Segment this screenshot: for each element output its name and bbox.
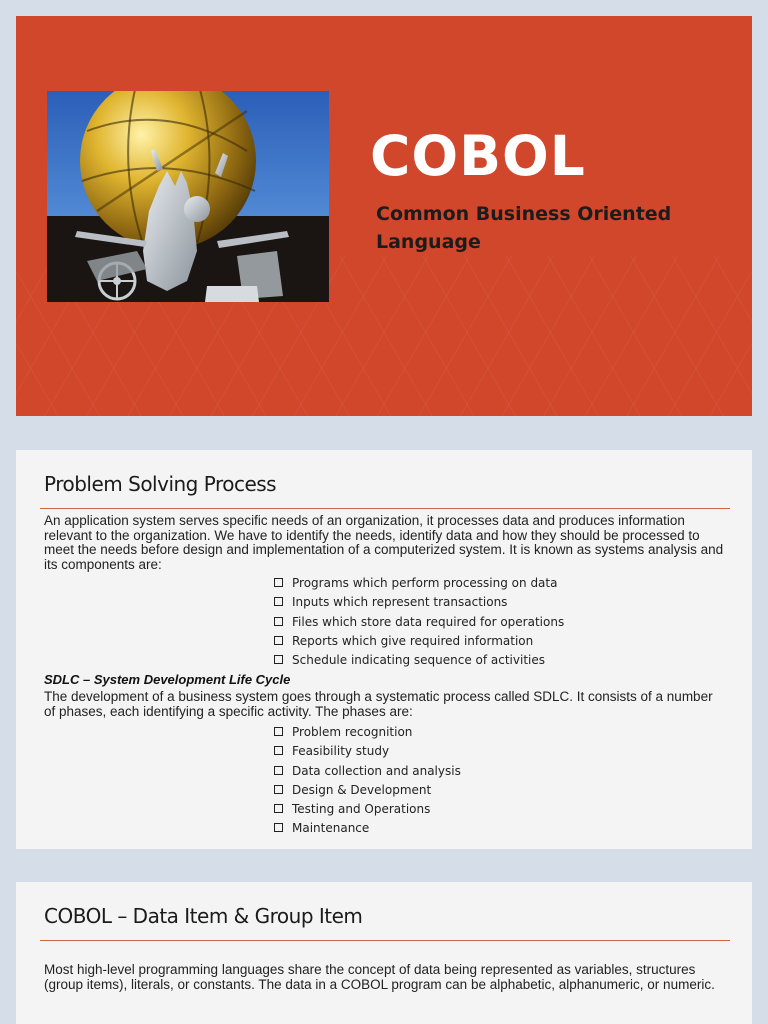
data-item-slide bbox=[16, 882, 752, 1024]
checkbox-bullet-icon bbox=[274, 766, 283, 775]
atlas-globe-image bbox=[47, 91, 329, 302]
checkbox-bullet-icon bbox=[274, 636, 283, 645]
slide-heading: COBOL – Data Item & Group Item bbox=[44, 904, 363, 928]
intro-paragraph: An application system serves specific needs of an organization, it processes data and produces information relevant to the organization. We have to identify the needs, identify data and how they should be processed to meet the needs before design and implementation of a computerized system. It is known as systems analysis and its components are: bbox=[44, 513, 724, 572]
heading-divider bbox=[40, 940, 730, 941]
slide-subtitle: Common Business Oriented Language bbox=[376, 203, 672, 253]
checkbox-bullet-icon bbox=[274, 578, 283, 587]
problem-solving-slide bbox=[16, 450, 752, 849]
sdlc-paragraph: The development of a business system goes through a systematic process called SDLC. It consists of a number of phases, each identifying a specific activity. The phases are: bbox=[44, 689, 713, 719]
data-paragraph: Most high-level programming languages share the concept of data being represented as variables, structures (group items), literals, or constants. The data in a COBOL program can be alphabetic, alphanumeric, or numeric. bbox=[44, 962, 715, 992]
list-item: Problem recognition bbox=[274, 723, 461, 742]
list-item: Programs which perform processing on data bbox=[274, 574, 564, 593]
checkbox-bullet-icon bbox=[274, 617, 283, 626]
list-item: Data collection and analysis bbox=[274, 762, 461, 781]
checkbox-bullet-icon bbox=[274, 746, 283, 755]
checkbox-bullet-icon bbox=[274, 727, 283, 736]
list-item: Files which store data required for operations bbox=[274, 613, 564, 632]
components-list bbox=[274, 574, 564, 670]
list-item: Design & Development bbox=[274, 781, 461, 800]
checkbox-bullet-icon bbox=[274, 804, 283, 813]
slide-heading: Problem Solving Process bbox=[44, 472, 277, 496]
heading-divider bbox=[40, 508, 730, 509]
slide-title: COBOL bbox=[370, 124, 586, 188]
list-item: Feasibility study bbox=[274, 742, 461, 761]
checkbox-bullet-icon bbox=[274, 785, 283, 794]
list-item: Inputs which represent transactions bbox=[274, 593, 564, 612]
list-item: Maintenance bbox=[274, 819, 461, 838]
sdlc-heading: SDLC – System Development Life Cycle bbox=[44, 672, 291, 687]
list-item: Reports which give required information bbox=[274, 632, 564, 651]
list-item: Testing and Operations bbox=[274, 800, 461, 819]
checkbox-bullet-icon bbox=[274, 655, 283, 664]
phases-list bbox=[274, 723, 461, 839]
checkbox-bullet-icon bbox=[274, 597, 283, 606]
checkbox-bullet-icon bbox=[274, 823, 283, 832]
list-item: Schedule indicating sequence of activities bbox=[274, 651, 564, 670]
title-slide bbox=[16, 16, 752, 416]
